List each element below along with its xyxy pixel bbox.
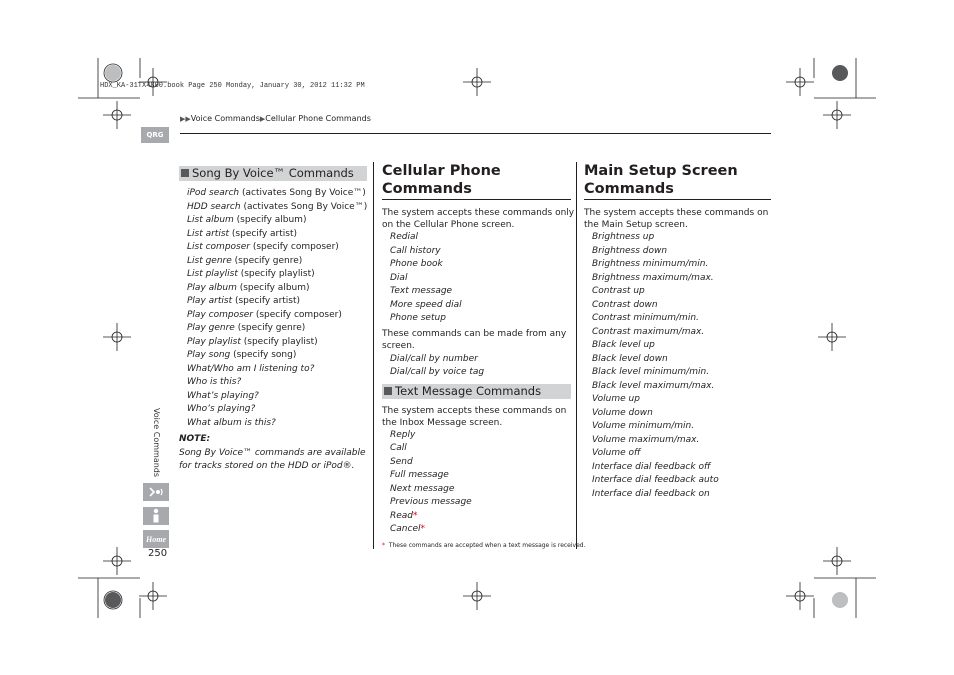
list-item [187,268,367,282]
main-setup-column [584,162,771,501]
breadcrumb [180,114,371,123]
intro-line: These commands can be made from any [382,328,567,339]
list-item [187,390,367,404]
list-item: Brightness maximum/max. [592,272,714,283]
command-text: What/Who am I listening to? [187,363,315,374]
list-item: Volume off [592,448,641,458]
list-item [390,456,571,470]
list-item: Dial/call by number [390,353,478,364]
cellular-phone-title: Cellular Phone Commands [382,162,571,200]
list-item [390,442,571,456]
list-item: Redial [390,232,419,242]
intro-line: on the Cellular Phone screen. [382,220,515,230]
command-text: iPod search [187,188,240,198]
list-item: Dial [390,272,408,283]
side-section-label: Voice Commands [152,407,162,478]
text-message-command-list [382,429,571,537]
song-by-voice-heading: Song By Voice™ Commands [179,166,367,181]
list-item: Dial/call by voice tag [390,367,485,377]
intro-line: the Main Setup screen. [584,220,688,230]
command-note: (specify artist) [229,228,297,239]
list-item [187,187,367,201]
command-text: Read [390,510,414,521]
song-command-list [179,187,367,430]
list-item: Contrast down [592,299,658,310]
breadcrumb-current: Cellular Phone Commands [265,114,371,123]
list-item: Interface dial feedback auto [592,475,719,485]
header-rule [180,133,771,134]
command-text: List album [187,215,234,225]
breadcrumb-arrow-icon: ▶▶ [180,115,191,123]
command-text: List artist [187,228,230,239]
list-item [187,336,367,350]
command-note: (specify album) [233,215,307,225]
list-item [187,403,367,417]
list-item: Brightness down [592,245,668,256]
list-item [187,295,367,309]
asterisk-mark: * [420,524,425,534]
list-item: Volume minimum/min. [592,421,695,431]
command-text: Call [390,443,407,453]
column-divider [373,162,374,549]
song-by-voice-column [179,166,367,474]
list-item: Volume maximum/max. [592,434,700,445]
asterisk-mark: * [413,510,418,521]
list-item: Brightness up [592,232,655,242]
command-text: What’s playing? [187,390,259,401]
list-item [187,228,367,242]
command-text: Full message [390,470,449,480]
dial-command-list [382,353,571,380]
main-setup-title: Main Setup Screen Commands [584,162,771,200]
cellular-phone-column [382,162,586,552]
command-text: Play artist [187,296,233,306]
command-note: (specify song) [230,350,297,360]
command-text: Play composer [187,309,253,320]
voice-icon[interactable] [143,483,169,501]
list-item [187,282,367,296]
command-note: (specify composer) [253,309,342,320]
list-item: Black level minimum/min. [592,367,710,377]
list-item [390,429,571,443]
list-item: Interface dial feedback on [592,488,710,499]
intro-line: screen. [382,341,415,351]
command-note: (specify genre) [234,323,306,333]
intro-line: the Inbox Message screen. [382,417,503,428]
home-icon[interactable]: Home [143,530,169,548]
footnote: * These commands are accepted when a text message is received. [382,541,586,549]
command-text: Reply [390,429,416,440]
breadcrumb-arrow-icon: ▶ [259,115,266,123]
command-text: Cancel [390,524,421,534]
command-note: (activates Song By Voice™) [240,201,368,212]
list-item [187,376,367,390]
list-item: Text message [390,286,453,296]
command-text: Play album [187,282,237,293]
intro-line: The system accepts these commands on [584,208,769,218]
list-item [390,510,571,524]
command-note: (specify composer) [249,242,339,252]
list-item [390,496,571,510]
note-title: NOTE: [179,434,211,444]
command-note: (specify album) [236,282,310,293]
command-text: List composer [187,242,250,252]
list-item: Volume up [592,394,640,404]
command-text: Next message [390,483,455,494]
command-text: HDD search [187,201,241,212]
list-item: Phone setup [390,313,446,323]
list-item: Brightness minimum/min. [592,259,709,269]
command-note: (specify playlist) [237,269,315,279]
text-message-heading: Text Message Commands [382,384,571,399]
list-item: Black level up [592,340,655,350]
list-item [187,417,367,431]
intro-line: The system accepts these commands on [382,405,567,416]
column-divider [576,162,577,549]
command-text: Play playlist [187,336,241,347]
command-text: Play genre [187,323,235,333]
phone-command-list [382,231,571,326]
command-text: What album is this? [187,417,276,428]
info-icon[interactable] [143,507,169,525]
command-note: (specify artist) [232,296,301,306]
print-header: HDX_KA-31TX4800.book Page 250 Monday, January 30, 2012 11:32 PM [100,82,365,90]
command-text: Who is this? [187,377,242,387]
setup-command-list [584,231,771,501]
list-item: Contrast up [592,286,645,296]
list-item: Call history [390,245,441,256]
command-text: List playlist [187,269,238,279]
list-item: Contrast maximum/max. [592,326,705,337]
list-item [187,241,367,255]
list-item [187,322,367,336]
command-text: List genre [187,255,232,266]
list-item: Black level down [592,353,668,364]
list-item: Contrast minimum/min. [592,313,699,323]
list-item: Volume down [592,407,653,418]
command-note: (specify playlist) [240,336,318,347]
note-line: Song By Voice™ commands are available [179,447,366,458]
list-item [187,349,367,363]
list-item [390,523,571,537]
list-item [390,469,571,483]
command-text: Previous message [390,497,472,507]
list-item [187,255,367,269]
command-text: Who’s playing? [187,404,256,414]
list-item: More speed dial [390,299,462,310]
page-number: 250 [148,548,168,559]
command-text: Play song [187,350,231,360]
command-note: (specify genre) [231,255,303,266]
list-item [187,309,367,323]
intro-line: The system accepts these commands only [382,208,575,218]
qrg-tab[interactable]: QRG [141,127,169,143]
list-item: Black level maximum/max. [592,380,715,391]
list-item: Phone book [390,259,443,269]
list-item [390,483,571,497]
command-text: Send [390,456,413,467]
breadcrumb-link-voice-commands[interactable]: Voice Commands [190,114,260,123]
list-item [187,363,367,377]
list-item: Interface dial feedback off [592,461,711,472]
list-item [187,201,367,215]
command-note: (activates Song By Voice™) [239,188,366,198]
list-item [187,214,367,228]
note-line: for tracks stored on the HDD or iPod®. [179,461,355,471]
